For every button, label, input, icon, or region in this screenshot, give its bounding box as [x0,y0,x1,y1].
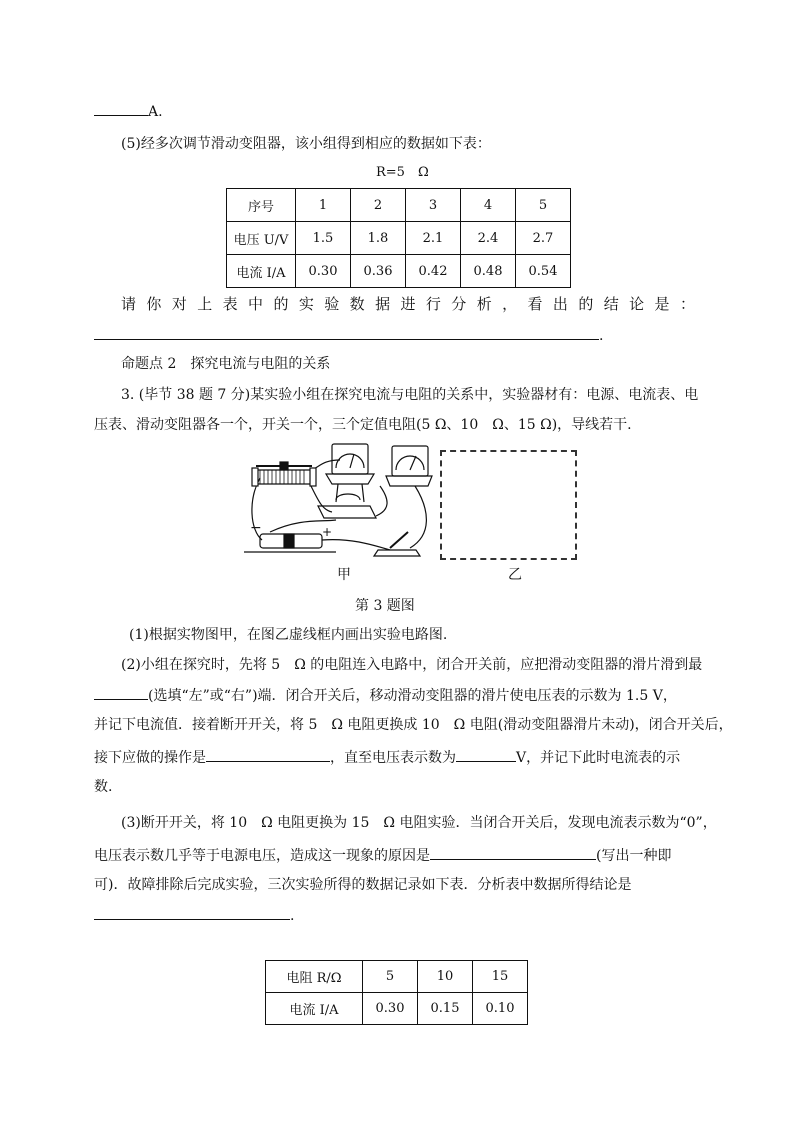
period: . [599,328,604,344]
part-2-line2-text: (选填“左”或“右”)端．闭合开关后，移动滑动变阻器的滑片使电压表的示数为 1.5 V， [148,688,677,704]
table-cell: 0.42 [406,255,461,288]
operation-blank[interactable] [206,747,330,762]
battery-plus-sign: + [322,525,333,539]
question-3-line2: 压表、滑动变阻器各一个，开关一个，三个定值电阻(5 Ω、10 Ω、15 Ω)，导线若干. [94,417,632,433]
prompt-char: 数 [349,295,365,313]
table-cell: 0.36 [351,255,406,288]
prompt-char: 分 [451,295,467,313]
cause-blank[interactable] [430,845,596,860]
prompt-char: 的 [273,295,289,313]
table-cell: 0.30 [296,255,351,288]
battery-minus-sign: − [250,520,262,536]
voltage-blank[interactable] [456,747,516,762]
table-cell: 1 [296,189,351,222]
table-cell: 3 [406,189,461,222]
part-3-line1: (3)断开开关，将 10 Ω 电阻更换为 15 Ω 电阻实验．当闭合开关后，发现电流表示数为“0”， [121,815,717,831]
part-2-line3: 并记下电流值．接着断开开关，将 5 Ω 电阻更换成 10 Ω 电阻(滑动变阻器滑片未动)，闭合开关后， [94,717,733,733]
prompt-char: 结 [603,295,619,313]
question-3-line1: 3. (毕节 38 题 7 分)某实验小组在探究电流与电阻的关系中，实验器材有：电源、电流表、电 [121,387,699,403]
part-2-line5: 数. [94,779,113,795]
direction-blank[interactable] [94,685,148,700]
row-label: 序号 [227,189,296,222]
row-label: 电流 I/A [266,993,363,1025]
prompt-char: 请 [121,295,137,313]
conclusion-blank[interactable] [94,905,290,920]
prompt-char: 看 [527,295,543,313]
part-3-line2-b: (写出一种即 [596,848,672,864]
analysis-answer-line [94,325,603,346]
table-row [266,993,528,1025]
prompt-char: 验 [324,295,340,313]
prompt-char: 论 [629,295,645,313]
circuit-drawing-box-yi[interactable] [440,450,577,560]
part-1-text: (1)根据实物图甲，在图乙虚线框内画出实验电路图. [129,627,448,643]
part-2-line2 [94,685,677,706]
table-cell: 0.48 [461,255,516,288]
prompt-char: 中 [248,295,264,313]
analysis-prompt [121,293,695,314]
part-2-line4-a: 接下应做的操作是 [94,750,206,766]
prompt-char: 你 [146,295,162,313]
part-2-line1: (2)小组在探究时，先将 5 Ω 的电阻连入电路中，闭合开关前，应把滑动变阻器的滑片滑到最 [121,657,703,673]
table-cell: 2.4 [461,222,516,255]
answer-line-current [94,101,163,122]
circuit-figure-jia [240,440,436,560]
table-cell: 15 [473,961,528,993]
prompt-char: 据 [375,295,391,313]
table-cell: 0.10 [473,993,528,1025]
table-cell: 5 [516,189,571,222]
table-cell: 2 [351,189,406,222]
table-row [227,189,571,222]
prompt-char: ， [502,295,518,313]
table-cell: 0.30 [363,993,418,1025]
prompt-char: 进 [400,295,416,313]
part-2-line4 [94,747,680,768]
unit-text: A. [148,104,163,120]
prompt-char: ： [679,295,695,313]
prompt-char: 出 [552,295,568,313]
figure-caption: 第 3 题图 [355,598,415,614]
part-2-line4-b: ，直至电压表示数为 [330,750,456,766]
row-label: 电流 I/A [227,255,296,288]
prompt-char: 上 [197,295,213,313]
section-title: 命题点 2 探究电流与电阻的关系 [121,356,331,372]
data-table-resistance-current [265,960,528,1025]
row-label: 电阻 R/Ω [266,961,363,993]
table-cell: 5 [363,961,418,993]
period: . [290,908,295,924]
row-label: 电压 U/V [227,222,296,255]
part-3-line2 [94,845,671,866]
part-2-line4-c: V，并记下此时电流表的示 [516,750,681,766]
table1-caption: R=5 Ω [376,165,429,180]
table-row [227,255,571,288]
prompt-char: 的 [578,295,594,313]
part-3-line3: 可)．故障排除后完成实验，三次实验所得的数据记录如下表．分析表中数据所得结论是 [94,877,632,893]
table-cell: 0.15 [418,993,473,1025]
analysis-blank[interactable] [94,325,599,340]
prompt-char: 实 [298,295,314,313]
answer-blank[interactable] [94,101,148,116]
prompt-char: 是 [654,295,670,313]
table-row [227,222,571,255]
table-row [266,961,528,993]
data-table-voltage-current [226,188,571,288]
figure-label-yi: 乙 [508,567,522,583]
table-cell: 0.54 [516,255,571,288]
table-cell: 1.8 [351,222,406,255]
part-3-line4 [94,905,294,926]
table-cell: 2.7 [516,222,571,255]
table-cell: 10 [418,961,473,993]
prompt-char: 析 [476,295,492,313]
prompt-char: 行 [425,295,441,313]
figure-label-jia: 甲 [337,567,351,583]
prompt-char: 对 [171,295,187,313]
table-cell: 1.5 [296,222,351,255]
prompt-char: 表 [222,295,238,313]
question-5-text: (5)经多次调节滑动变阻器，该小组得到相应的数据如下表： [121,136,491,152]
table-cell: 2.1 [406,222,461,255]
table-cell: 4 [461,189,516,222]
part-3-line2-a: 电压表示数几乎等于电源电压，造成这一现象的原因是 [94,848,430,864]
